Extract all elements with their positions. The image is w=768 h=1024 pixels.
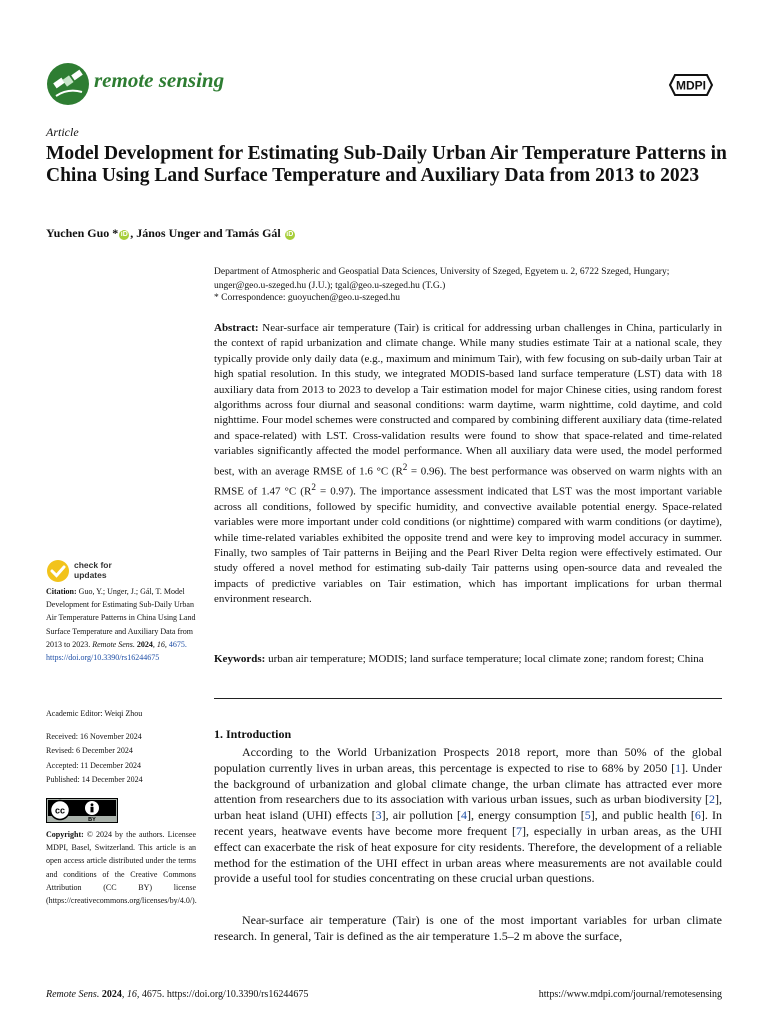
academic-editor: Academic Editor: Weiqi Zhou <box>46 709 143 718</box>
citation-doi-link[interactable]: 4675. https://doi.org/10.3390/rs16244675 <box>46 639 187 663</box>
check-updates-line1: check for <box>74 560 112 570</box>
abstract <box>214 321 722 608</box>
citation <box>46 585 206 664</box>
cc-by-license-icon[interactable] <box>46 798 118 823</box>
citation-volume: , 16, <box>152 639 167 649</box>
article-type: Article <box>46 125 79 139</box>
keywords-label: Keywords: <box>214 653 266 665</box>
publisher-name: MDPI <box>676 78 706 93</box>
body-text: ]. In recent years, heatwave events have become more frequent [ <box>214 808 723 838</box>
body-text: ], air pollution [ <box>381 808 461 823</box>
revised-date: Revised: 6 December 2024 <box>46 746 133 756</box>
accepted-date: Accepted: 11 December 2024 <box>46 760 141 770</box>
footer-volume: , 16, <box>121 989 140 1000</box>
citation-year: 2024 <box>134 639 153 649</box>
reference-link[interactable]: 1 <box>675 760 682 775</box>
received-date: Received: 16 November 2024 <box>46 732 142 741</box>
intro-paragraph: Near-surface air temperature (Tair) is one of the most important variables for urban climate research. In general, Tair is defined as the air temperature 1.5–2 m above the surface, <box>214 913 722 943</box>
author-list <box>46 226 296 241</box>
copyright-label: Copyright: <box>46 830 84 839</box>
check-updates-line2: updates <box>74 570 107 580</box>
intro-paragraph <box>214 745 722 887</box>
article-title: Model Development for Estimating Sub-Daily Urban Air Temperature Patterns in China Using Land Surface Temperature and Auxiliary Data from 2013 to 2023 <box>46 143 727 186</box>
keywords <box>214 652 722 667</box>
reference-link[interactable]: 6 <box>694 808 701 823</box>
body-text: ]. Under the background of urbanization and global climate change, the urban climate has attracted ever more attention from researchers due to its association with various urban issues, such as urban biodiversity [ <box>214 760 722 807</box>
reference-link[interactable]: 3 <box>375 808 382 823</box>
orcid-icon[interactable]: iD <box>120 231 128 238</box>
svg-text:cc: cc <box>54 805 66 816</box>
footer-year: 2024 <box>99 989 122 1000</box>
published-date: Published: 14 December 2024 <box>46 774 143 784</box>
author-unger-gal[interactable]: , János Unger and Tamás Gál <box>130 226 281 240</box>
mdpi-logo-icon[interactable] <box>666 72 716 98</box>
footer-citation <box>46 989 308 1000</box>
abstract-text: Near-surface air temperature (Tair) is critical for addressing urban challenges in China, particularly in the context of rapid urbanization and climate change. While many studies estimate Tair at a national scale, they typically provide only daily data (e.g., maximum and minimum Tair), with few focusing on sub-daily urban Tair at high spatial resolution. In this study, we integrated MODIS-based land surface temperature (LST) data with 18 auxiliary data from 2013 to 2023 to develop a Tair estimation model for major Chinese cities, using random forest algorithms across four diurnal and seasonal conditions: warm daytime, warm nighttime, cold daytime, and cold nighttime. Four model schemes were constructed and compared by combining different auxiliary data (time-related and space-related) with LST. Cross-validation results were found to show that space-related and time-related variables significantly affected the model performance. When all auxiliary data were used, the model performed best, with an average RMSE of 1.6 °C (R <box>214 322 722 478</box>
superscript: 2 <box>402 461 408 472</box>
copyright-text: © 2024 by the authors. Licensee MDPI, Basel, Switzerland. This article is an open access article distributed under the terms and conditions of the Creative Commons Attribution (CC BY) license (https://creativecommons.org/licenses/by/4.0/). <box>46 830 197 906</box>
abstract-text: = 0.96). The best performance was observed on warm nights with an RMSE of 1.47 °C (R <box>214 465 722 498</box>
citation-journal: Remote Sens. <box>92 639 135 649</box>
body-text: ], and public health [ <box>590 808 695 823</box>
body-text: ], urban heat island (UHI) effects [ <box>214 792 722 823</box>
reference-link[interactable]: 5 <box>584 808 591 823</box>
section-heading-introduction: 1. Introduction <box>214 727 292 741</box>
reference-link[interactable]: 4 <box>461 808 467 823</box>
section-divider <box>214 698 722 699</box>
check-for-updates-badge[interactable] <box>46 559 176 583</box>
keywords-text: urban air temperature; MODIS; land surface temperature; local climate zone; random forest; China <box>265 653 704 665</box>
reference-link[interactable]: 7 <box>515 823 522 838</box>
orcid-icon[interactable]: iD <box>286 231 294 238</box>
footer-doi-link[interactable]: 4675. https://doi.org/10.3390/rs16244675 <box>139 989 309 1000</box>
cc-license-label: BY <box>88 817 96 823</box>
reference-link[interactable]: 2 <box>709 792 715 807</box>
body-text: According to the World Urbanization Prospects 2018 report, more than 50% of the global population currently lives in urban areas, this percentage is expected to rise to 68% by 2050 [ <box>214 745 722 775</box>
satellite-logo-icon <box>46 62 90 106</box>
copyright-notice <box>46 828 196 907</box>
superscript: 2 <box>311 481 316 492</box>
body-text: ], energy consumption [ <box>467 808 585 823</box>
footer-journal: Remote Sens. <box>46 989 100 1000</box>
footer-journal-url[interactable]: https://www.mdpi.com/journal/remotesensing <box>538 989 722 1000</box>
citation-label: Citation: <box>46 587 77 596</box>
journal-name[interactable]: remote sensing <box>94 68 225 92</box>
correspondence: * Correspondence: guoyuchen@geo.u-szeged.hu <box>214 293 401 303</box>
affiliation: Department of Atmospheric and Geospatial Data Sciences, University of Szeged, Egyetem u. 2, 6722 Szeged, Hungary; unger@geo.u-szeged.hu (J.U.); tgal@geo.u-szeged.hu (T.G.) <box>214 267 670 291</box>
author-guo[interactable]: Yuchen Guo * <box>46 226 119 240</box>
check-updates-label <box>74 560 112 580</box>
abstract-label: Abstract: <box>214 322 259 334</box>
check-updates-icon <box>46 559 70 583</box>
abstract-text: = 0.97). The importance assessment indicated that LST was the most important variable across all conditions, followed by specific humidity, and convective available potential energy. Space-related variables were more important under cold conditions (or nighttime) compared with warm conditions (or daytime), while time-related variables exhibited the opposite trend and were key to improving model accuracy in summer. Finally, two samples of Tair patterns in Beijing and the Pearl River Delta region were effectively estimated. Our study offered a novel method for estimating sub-daily Tair patterns using open-source data and revealed the impacts of predictive variables on Tair estimation, which has important implications for urban thermal environment research. <box>214 485 722 606</box>
body-text: ], especially in urban areas, as the UHI effect can exacerbate the risk of heat exposure for city residents. Therefore, the development of a reliable method for the estimation of the UHI effect in urban areas where measurements are not available could provide a useful tool for studies concentrating on these crucial urban questions. <box>214 823 722 886</box>
publication-dates <box>46 730 143 787</box>
citation-text: Guo, Y.; Unger, J.; Gál, T. Model Development for Estimating Sub-Daily Urban Air Temperature Patterns in China Using Land Surface Temperature and Auxiliary Data from 2013 to 2023. <box>46 587 196 649</box>
